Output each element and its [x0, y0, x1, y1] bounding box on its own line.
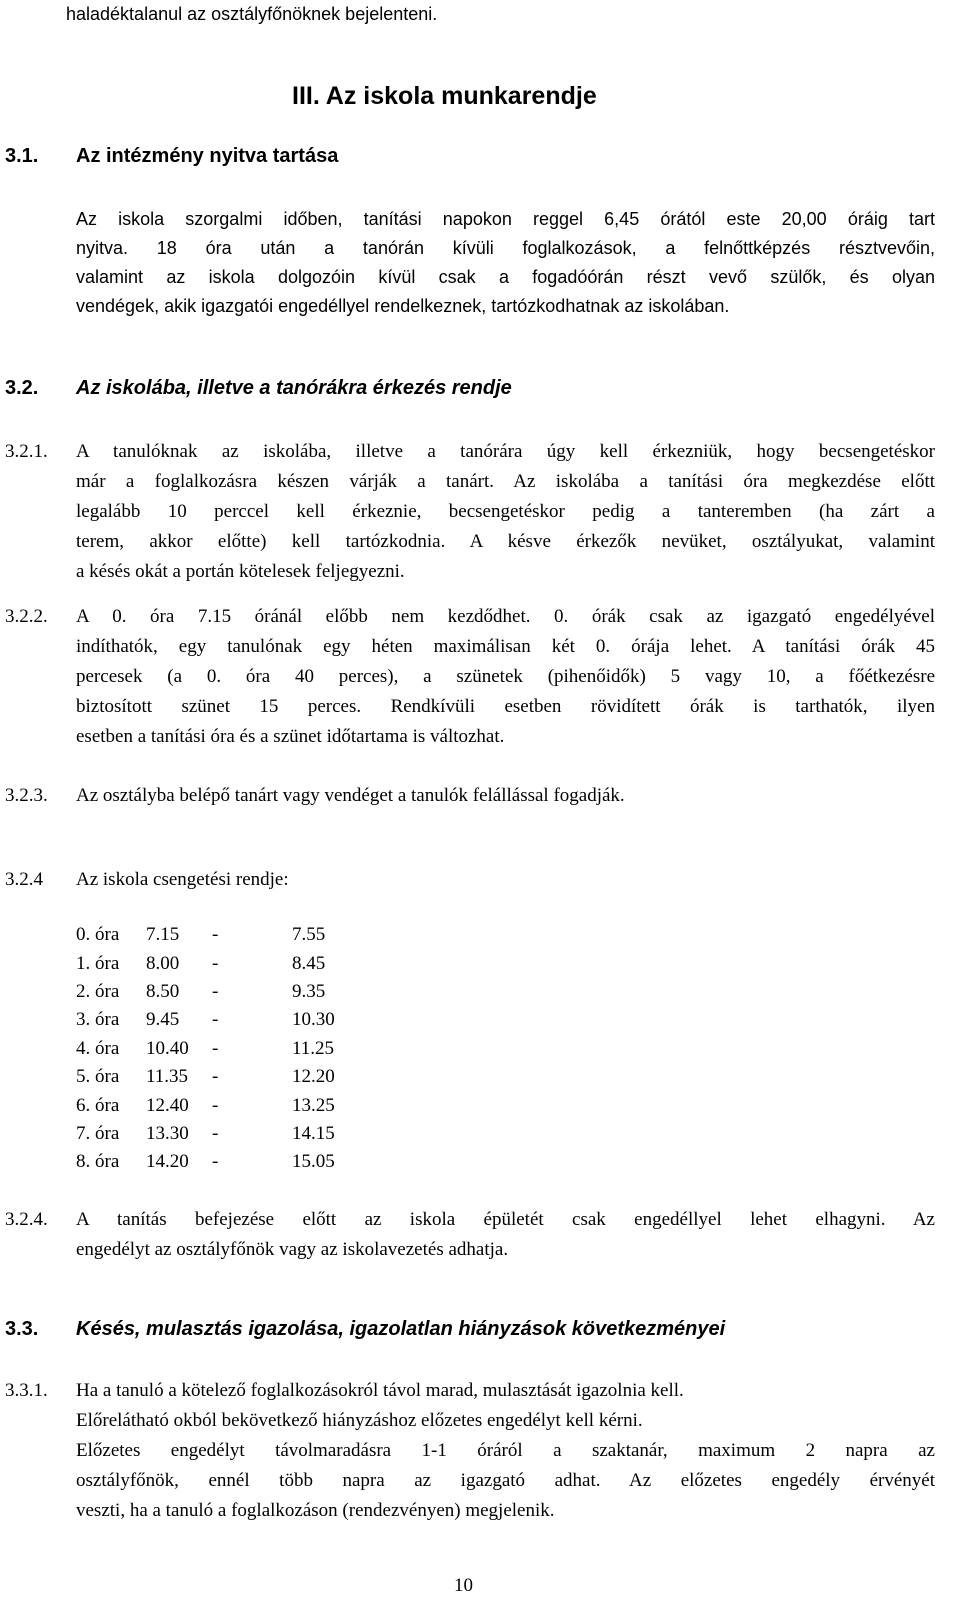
section-heading-3-2: [0, 373, 960, 403]
schedule-row: [76, 1035, 372, 1063]
start-time: 14.20: [146, 1151, 189, 1173]
text-line: Az iskola csengetési rendje:: [76, 869, 289, 890]
schedule-row: [76, 1063, 372, 1091]
text-line: biztosított szünet 15 perces. Rendkívüli esetben rövidített órák is tarthatók, ilyen: [76, 696, 935, 717]
text-line: percesek (a 0. óra 40 perces), a szünetek (pihenőidők) 5 vagy 10, a főétkezésre: [76, 666, 935, 687]
schedule-row: [76, 1120, 372, 1148]
paragraph-3-1: [76, 205, 935, 321]
end-time: 15.05: [292, 1151, 335, 1173]
start-time: 8.50: [146, 980, 180, 1002]
text-line: Az iskola szorgalmi időben, tanítási napokon reggel 6,45 órától este 20,00 óráig tart: [76, 209, 935, 229]
section-title: Késés, mulasztás igazolása, igazolatlan hiányzások következményei: [76, 1318, 726, 1340]
page-number: 10: [454, 1575, 473, 1596]
start-time: 9.45: [146, 1009, 180, 1031]
bell-schedule-table: [76, 921, 372, 1177]
lesson-label: 4. óra: [76, 1037, 120, 1059]
text-line: vendégek, akik igazgatói engedéllyel rendelkeznek, tartózkodhatnak az iskolában.: [76, 296, 730, 316]
start-time: 12.40: [146, 1094, 189, 1116]
schedule-row: [76, 1091, 372, 1119]
text-line: legalább 10 perccel kell érkeznie, becsengetéskor pedig a tanteremben (ha zárt a: [76, 501, 935, 522]
time-separator: -: [212, 924, 219, 946]
text-line: osztályfőnök, ennél több napra az igazgató adhat. Az előzetes engedély érvényét: [76, 1470, 935, 1491]
start-time: 11.35: [146, 1066, 189, 1088]
time-separator: -: [212, 1094, 219, 1116]
schedule-row: [76, 1006, 372, 1034]
start-time: 7.15: [146, 924, 180, 946]
end-time: 10.30: [292, 1009, 335, 1031]
schedule-row: [76, 921, 372, 949]
text-line: valamint az iskola dolgozóin kívül csak a fogadóórán részt vevő szülők, és olyan: [76, 267, 935, 287]
lesson-label: 8. óra: [76, 1151, 120, 1173]
section-number: 3.2.: [5, 377, 39, 399]
section-number: 3.1.: [5, 145, 39, 167]
paragraph-number: 3.2.4: [5, 869, 43, 890]
section-number: 3.3.: [5, 1318, 39, 1340]
paragraph-number: 3.2.3.: [5, 785, 48, 806]
lesson-label: 0. óra: [76, 924, 120, 946]
text-line: A 0. óra 7.15 óránál előbb nem kezdődhet. 0. órák csak az igazgató engedélyével: [76, 606, 935, 627]
end-time: 11.25: [292, 1037, 335, 1059]
paragraph-number: 3.2.4.: [5, 1209, 48, 1230]
schedule-row: [76, 949, 372, 977]
time-separator: -: [212, 1037, 219, 1059]
end-time: 12.20: [292, 1066, 335, 1088]
paragraph-3-2-4-heading: [0, 865, 960, 895]
lesson-label: 6. óra: [76, 1094, 120, 1116]
time-separator: -: [212, 1122, 219, 1144]
text-line: A tanulóknak az iskolába, illetve a tanórára úgy kell érkezniük, hogy becsengetéskor: [76, 441, 935, 462]
end-time: 13.25: [292, 1094, 335, 1116]
end-time: 7.55: [292, 924, 326, 946]
lesson-label: 1. óra: [76, 952, 120, 974]
chapter-title: III. Az iskola munkarendje: [292, 82, 597, 110]
lesson-label: 3. óra: [76, 1009, 120, 1031]
time-separator: -: [212, 1151, 219, 1173]
text-line: már a foglalkozásra készen várják a tanárt. Az iskolába a tanítási óra megkezdése előtt: [76, 471, 935, 492]
text-line: veszti, ha a tanuló a foglalkozáson (rendezvényen) megjelenik.: [76, 1500, 555, 1521]
lesson-label: 7. óra: [76, 1122, 120, 1144]
time-separator: -: [212, 980, 219, 1002]
text-line: Előzetes engedélyt távolmaradásra 1-1 óráról a szaktanár, maximum 2 napra az: [76, 1440, 935, 1461]
text-line: Ha a tanuló a kötelező foglalkozásokról távol marad, mulasztását igazolnia kell.: [76, 1380, 684, 1401]
text-line: Előrelátható okból bekövetkező hiányzáshoz előzetes engedélyt kell kérni.: [76, 1410, 643, 1431]
start-time: 13.30: [146, 1122, 189, 1144]
time-separator: -: [212, 1066, 219, 1088]
text-line: terem, akkor előtte) kell tartózkodnia. A késve érkezők nevüket, osztályukat, valamint: [76, 531, 935, 552]
lesson-label: 2. óra: [76, 980, 120, 1002]
text-line: indíthatók, egy tanulónak egy héten maximálisan két 0. órája lehet. A tanítási órák 45: [76, 636, 935, 657]
section-heading-3-1: [0, 141, 960, 171]
paragraph-3-2-3: [0, 781, 960, 811]
schedule-row: [76, 978, 372, 1006]
lesson-label: 5. óra: [76, 1066, 120, 1088]
continued-text: haladéktalanul az osztályfőnöknek bejelenteni.: [66, 4, 438, 24]
text-line: engedélyt az osztályfőnök vagy az iskolavezetés adhatja.: [76, 1239, 509, 1260]
paragraph-number: 3.3.1.: [5, 1380, 48, 1401]
time-separator: -: [212, 1009, 219, 1031]
text-line: a késés okát a portán kötelesek feljegyezni.: [76, 561, 405, 582]
end-time: 9.35: [292, 980, 326, 1002]
section-heading-3-3: [0, 1314, 960, 1344]
section-title: Az iskolába, illetve a tanórákra érkezés rendje: [76, 377, 512, 399]
paragraph-number: 3.2.2.: [5, 606, 48, 627]
start-time: 8.00: [146, 952, 180, 974]
start-time: 10.40: [146, 1037, 189, 1059]
text-line: Az osztályba belépő tanárt vagy vendéget a tanulók felállással fogadják.: [76, 785, 625, 806]
end-time: 8.45: [292, 952, 326, 974]
text-line: A tanítás befejezése előtt az iskola épületét csak engedéllyel lehet elhagyni. Az: [76, 1209, 935, 1230]
paragraph-number: 3.2.1.: [5, 441, 48, 462]
text-line: esetben a tanítási óra és a szünet időtartama is változhat.: [76, 726, 505, 747]
time-separator: -: [212, 952, 219, 974]
schedule-row: [76, 1148, 372, 1176]
end-time: 14.15: [292, 1122, 335, 1144]
text-line: nyitva. 18 óra után a tanórán kívüli foglalkozások, a felnőttképzés résztvevőin,: [76, 238, 935, 258]
section-title: Az intézmény nyitva tartása: [76, 145, 339, 167]
